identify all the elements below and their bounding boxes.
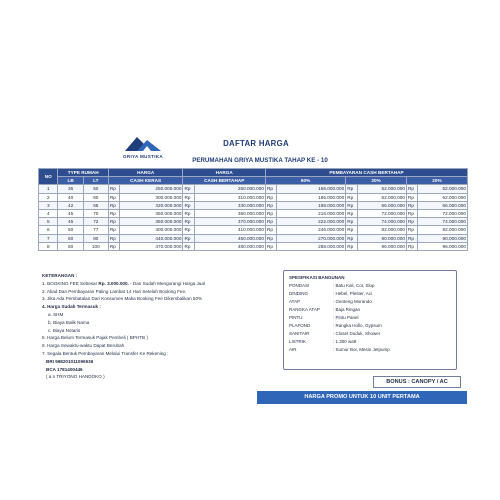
cell-rp: Rp bbox=[183, 226, 194, 234]
col-header-lt: LT bbox=[83, 177, 108, 185]
cell-rp: Rp bbox=[183, 234, 194, 242]
cell-cash-bertahap: 370.000.000 bbox=[194, 218, 265, 226]
cell-20a: 90.000.000 bbox=[357, 234, 406, 242]
cell-rp: Rp bbox=[407, 242, 418, 250]
cell-rp: Rp bbox=[407, 226, 418, 234]
spec-value: : Genteng Morando bbox=[333, 299, 372, 304]
cell-lb: 50 bbox=[58, 226, 83, 234]
cell-rp: Rp bbox=[108, 193, 119, 201]
spec-key: PINTU bbox=[289, 315, 303, 320]
spec-value: : 1.300 watt bbox=[333, 339, 357, 344]
spec-key: SANITAIR bbox=[289, 331, 310, 336]
cell-no: 3 bbox=[39, 201, 58, 209]
cell-lt: 77 bbox=[83, 226, 108, 234]
spec-key: DINDING bbox=[289, 291, 308, 296]
spec-item bbox=[284, 346, 456, 354]
cell-no: 4 bbox=[39, 209, 58, 217]
cell-cash-keras: 400.000.000 bbox=[120, 226, 183, 234]
cell-rp: Rp bbox=[183, 193, 194, 201]
cell-60: 198.000.000 bbox=[277, 201, 346, 209]
note-3: 3. Jika Ada Pembatalan Dari Konsumen Maka Booking Fee Dikembalikan 50% bbox=[42, 296, 203, 302]
spec-value: : Closet Duduk, Shower bbox=[333, 331, 381, 336]
col-header-cash-bertahap: CASH BERTAHAP bbox=[183, 177, 266, 185]
spec-item bbox=[284, 338, 456, 346]
spec-item bbox=[284, 298, 456, 306]
cell-20b: 66.000.000 bbox=[418, 201, 468, 209]
cell-cash-bertahap: 330.000.000 bbox=[194, 201, 265, 209]
cell-rp: Rp bbox=[407, 201, 418, 209]
col-header-pembayaran: PEMBAYARAN CASH BERTAHAP bbox=[265, 169, 467, 177]
cell-60: 246.000.000 bbox=[277, 226, 346, 234]
cell-no: 1 bbox=[39, 185, 58, 193]
spec-item bbox=[284, 314, 456, 322]
col-header-20a: 20% bbox=[346, 177, 407, 185]
note-4b: b. Biaya Balik Nama bbox=[48, 319, 90, 325]
note-4: 4. Harga Sudah Termasuk : bbox=[42, 304, 101, 310]
cell-rp: Rp bbox=[346, 218, 357, 226]
cell-20b: 82.000.000 bbox=[418, 226, 468, 234]
cell-lb: 36 bbox=[58, 185, 83, 193]
cell-60: 216.000.000 bbox=[277, 209, 346, 217]
cell-20b: 96.000.000 bbox=[418, 242, 468, 250]
cell-cash-bertahap: 260.000.000 bbox=[194, 185, 265, 193]
cell-20b: 62.000.000 bbox=[418, 193, 468, 201]
cell-lb: 60 bbox=[58, 234, 83, 242]
roof-logo-icon bbox=[123, 133, 163, 153]
cell-rp: Rp bbox=[183, 218, 194, 226]
cell-lt: 65 bbox=[83, 201, 108, 209]
note-1-amount: Rp. 3.000.000. bbox=[98, 280, 129, 286]
cell-lb: 42 bbox=[58, 201, 83, 209]
cell-rp: Rp bbox=[265, 185, 276, 193]
cell-rp: Rp bbox=[108, 242, 119, 250]
cell-no: 2 bbox=[39, 193, 58, 201]
cell-cash-bertahap: 410.000.000 bbox=[194, 226, 265, 234]
cell-60: 270.000.000 bbox=[277, 234, 346, 242]
cell-lt: 50 bbox=[83, 185, 108, 193]
cell-rp: Rp bbox=[346, 209, 357, 217]
cell-lb: 45 bbox=[58, 209, 83, 217]
col-header-20b: 20% bbox=[407, 177, 468, 185]
cell-rp: Rp bbox=[108, 226, 119, 234]
table-row bbox=[39, 242, 468, 250]
cell-20a: 72.000.000 bbox=[357, 209, 406, 217]
cell-rp: Rp bbox=[265, 193, 276, 201]
cell-rp: Rp bbox=[407, 218, 418, 226]
cell-20a: 96.000.000 bbox=[357, 242, 406, 250]
spec-value: : Pintu Panel bbox=[333, 315, 359, 320]
cell-20a: 66.000.000 bbox=[357, 201, 406, 209]
note-1-tail: - Dan Sudah Mengurangi Harga Jual bbox=[128, 280, 205, 286]
cell-rp: Rp bbox=[108, 234, 119, 242]
cell-20a: 62.000.000 bbox=[357, 193, 406, 201]
cell-rp: Rp bbox=[346, 242, 357, 250]
table-row bbox=[39, 201, 468, 209]
cell-rp: Rp bbox=[346, 234, 357, 242]
cell-lt: 60 bbox=[83, 193, 108, 201]
cell-rp: Rp bbox=[265, 218, 276, 226]
cell-rp: Rp bbox=[265, 226, 276, 234]
logo-brand-text: GRIYA MUSTIKA bbox=[122, 154, 164, 159]
col-header-60: 60% bbox=[265, 177, 345, 185]
col-header-harga-2: HARGA bbox=[183, 169, 266, 177]
cell-20a: 52.000.000 bbox=[357, 185, 406, 193]
cell-cash-bertahap: 310.000.000 bbox=[194, 193, 265, 201]
cell-rp: Rp bbox=[407, 193, 418, 201]
cell-cash-keras: 250.000.000 bbox=[120, 185, 183, 193]
table-row bbox=[39, 218, 468, 226]
cell-20b: 52.000.000 bbox=[418, 185, 468, 193]
cell-cash-bertahap: 450.000.000 bbox=[194, 234, 265, 242]
cell-20b: 74.000.000 bbox=[418, 218, 468, 226]
spec-value: : Baja Ringan bbox=[333, 307, 361, 312]
cell-rp: Rp bbox=[407, 185, 418, 193]
spec-item bbox=[284, 282, 456, 290]
note-4a: a. SHM bbox=[48, 311, 64, 317]
table-row bbox=[39, 185, 468, 193]
cell-no: 5 bbox=[39, 218, 58, 226]
bank-bri: BRI 598201011096536 bbox=[46, 358, 94, 364]
spec-value: : Sumur Bor, Mesin Jetpump bbox=[333, 347, 390, 352]
cell-cash-bertahap: 360.000.000 bbox=[194, 209, 265, 217]
cell-rp: Rp bbox=[346, 201, 357, 209]
cell-no: 7 bbox=[39, 234, 58, 242]
spec-key: LISTRIK bbox=[289, 339, 307, 344]
cell-rp: Rp bbox=[346, 193, 357, 201]
cell-rp: Rp bbox=[407, 209, 418, 217]
cell-60: 186.000.000 bbox=[277, 193, 346, 201]
promo-banner: HARGA PROMO UNTUK 10 UNIT PERTAMA bbox=[257, 391, 467, 404]
cell-cash-keras: 300.000.000 bbox=[120, 193, 183, 201]
cell-no: 8 bbox=[39, 242, 58, 250]
cell-lb: 40 bbox=[58, 193, 83, 201]
note-2: 2. Akad Dan Pembayaran Paling Lambat 14 Hari Setelah Booking Fee. bbox=[42, 288, 187, 294]
cell-60: 288.000.000 bbox=[277, 242, 346, 250]
cell-rp: Rp bbox=[108, 209, 119, 217]
cell-cash-keras: 350.000.000 bbox=[120, 209, 183, 217]
cell-cash-bertahap: 480.000.000 bbox=[194, 242, 265, 250]
cell-cash-keras: 440.000.000 bbox=[120, 234, 183, 242]
cell-lb: 60 bbox=[58, 242, 83, 250]
bonus-box: BONUS : CANOPY / AC bbox=[373, 376, 461, 388]
spec-key: RANGKA ATAP bbox=[289, 307, 320, 312]
cell-rp: Rp bbox=[265, 234, 276, 242]
notes-heading: KETERANGAN : bbox=[42, 273, 78, 278]
col-header-no: NO bbox=[39, 169, 58, 185]
col-header-cash-keras: CASH KERAS bbox=[108, 177, 183, 185]
cell-cash-keras: 360.000.000 bbox=[120, 218, 183, 226]
cell-20a: 74.000.000 bbox=[357, 218, 406, 226]
cell-60: 156.000.000 bbox=[277, 185, 346, 193]
cell-lb: 45 bbox=[58, 218, 83, 226]
cell-rp: Rp bbox=[346, 185, 357, 193]
spec-key: PLAFOND bbox=[289, 323, 311, 328]
spec-item bbox=[284, 290, 456, 298]
cell-rp: Rp bbox=[346, 226, 357, 234]
spec-value: : Rangka Hollo, Gypsum bbox=[333, 323, 382, 328]
note-1 bbox=[42, 280, 272, 288]
cell-20b: 90.000.000 bbox=[418, 234, 468, 242]
cell-no: 6 bbox=[39, 226, 58, 234]
cell-lt: 70 bbox=[83, 209, 108, 217]
table-row bbox=[39, 234, 468, 242]
spec-key: ATAP bbox=[289, 299, 301, 304]
cell-rp: Rp bbox=[183, 209, 194, 217]
bank-bca: BCA 1781400446 bbox=[46, 366, 83, 372]
cell-rp: Rp bbox=[183, 201, 194, 209]
spec-value: : Hebel, Plester, Aci bbox=[333, 291, 373, 296]
cell-rp: Rp bbox=[407, 234, 418, 242]
note-4c: c. Biaya Notaris bbox=[48, 327, 81, 333]
price-table bbox=[38, 168, 468, 251]
page-title: DAFTAR HARGA bbox=[223, 139, 289, 148]
cell-rp: Rp bbox=[265, 201, 276, 209]
spec-key: PONDASI bbox=[289, 283, 310, 288]
cell-20a: 82.000.000 bbox=[357, 226, 406, 234]
col-header-harga: HARGA bbox=[108, 169, 183, 177]
cell-cash-keras: 470.000.000 bbox=[120, 242, 183, 250]
cell-rp: Rp bbox=[183, 185, 194, 193]
note-5: 5. Harga Belum Termasuk Pajak Pembeli ( BPHTB ) bbox=[42, 335, 148, 341]
table-row bbox=[39, 226, 468, 234]
notes-section bbox=[42, 272, 272, 381]
cell-rp: Rp bbox=[108, 218, 119, 226]
spec-value: : Batu Kali, Cor, Slup bbox=[333, 283, 375, 288]
spec-title: SPESIFIKASI BANGUNAN bbox=[289, 275, 345, 280]
note-1-text: 1. BOOKING FEE Sebesar bbox=[42, 280, 99, 286]
table-row bbox=[39, 193, 468, 201]
cell-lt: 80 bbox=[83, 234, 108, 242]
col-header-lb: LB bbox=[58, 177, 83, 185]
spec-item bbox=[284, 330, 456, 338]
price-table-body bbox=[39, 185, 468, 251]
table-row bbox=[39, 209, 468, 217]
cell-lt: 72 bbox=[83, 218, 108, 226]
cell-rp: Rp bbox=[108, 201, 119, 209]
col-header-type: TYPE RUMAH bbox=[58, 169, 108, 177]
page-subtitle: PERUMAHAN GRIYA MUSTIKA TAHAP KE - 10 bbox=[192, 157, 328, 164]
cell-20b: 72.000.000 bbox=[418, 209, 468, 217]
note-7: 7. Segala Bentuk Pembayaran Melalui Transfer Ke Rekening : bbox=[42, 350, 169, 356]
cell-lt: 100 bbox=[83, 242, 108, 250]
spec-box bbox=[283, 270, 457, 370]
cell-rp: Rp bbox=[108, 185, 119, 193]
note-6: 6. Harga Sewaktu-waktu Dapat Berubah bbox=[42, 343, 125, 349]
cell-rp: Rp bbox=[265, 209, 276, 217]
spec-item bbox=[284, 306, 456, 314]
spec-key: AIR bbox=[289, 347, 297, 352]
cell-rp: Rp bbox=[265, 242, 276, 250]
cell-cash-keras: 320.000.000 bbox=[120, 201, 183, 209]
cell-60: 222.000.000 bbox=[277, 218, 346, 226]
spec-item bbox=[284, 322, 456, 330]
cell-rp: Rp bbox=[183, 242, 194, 250]
account-holder: ( a.n TRIYONO HANDOKO ) bbox=[46, 374, 105, 380]
spec-list bbox=[284, 282, 456, 354]
